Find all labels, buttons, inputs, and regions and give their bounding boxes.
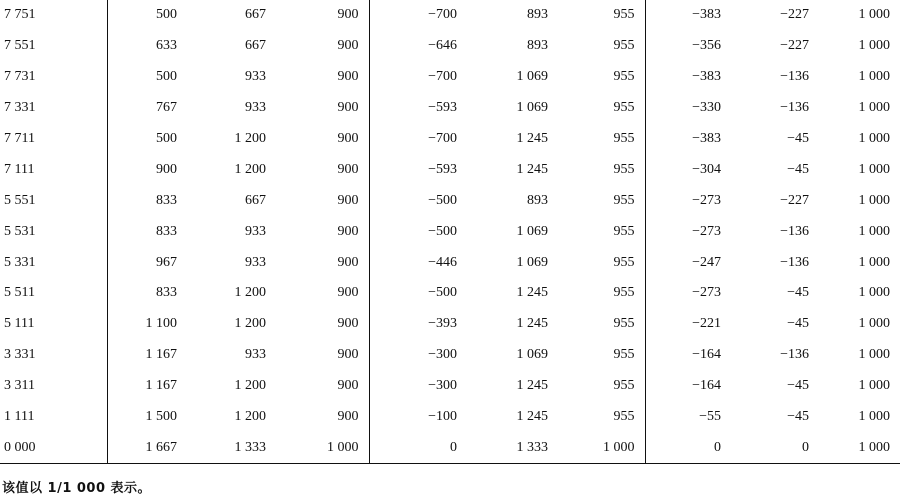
- row-code-cell: 7 731: [4, 69, 36, 85]
- table-cell: 1 200: [234, 409, 266, 425]
- table-cell: 900: [107, 154, 187, 185]
- table-cell: 1 000: [858, 131, 890, 146]
- table-row: [0, 309, 900, 340]
- table-cell: −500: [369, 278, 467, 309]
- table-cell: 1 100: [107, 309, 187, 340]
- table-cell: 1 069: [516, 347, 548, 363]
- table-cell: −227: [780, 7, 809, 23]
- table-cell: 1 200: [234, 161, 266, 177]
- table-cell: −45: [787, 131, 809, 146]
- table-cell: −304: [645, 154, 731, 185]
- table-cell: −136: [780, 223, 809, 239]
- table-cell: 667: [245, 7, 266, 23]
- table-cell: 1 000: [558, 432, 645, 463]
- row-code-cell: 5 511: [4, 285, 35, 301]
- table-cell: 1 069: [516, 254, 548, 270]
- table-cell: 1 200: [234, 316, 266, 332]
- table-cell: 955: [613, 223, 635, 239]
- row-code-cell: 5 331: [4, 254, 36, 270]
- table-cell: 767: [107, 93, 187, 124]
- table-cell: 1 200: [234, 378, 266, 394]
- table-cell: −164: [645, 340, 731, 371]
- table-cell: −273: [645, 278, 731, 309]
- table-cell: 1 245: [516, 409, 548, 425]
- table-cell: 893: [527, 192, 548, 208]
- table-cell: 1 333: [467, 432, 558, 463]
- table-cell: 1 245: [516, 161, 548, 177]
- table-cell: 1 000: [858, 223, 890, 239]
- table-row: [0, 371, 900, 402]
- table-cell: −45: [787, 161, 809, 177]
- table-row: [0, 432, 900, 463]
- table-cell: −356: [645, 31, 731, 62]
- table-cell: 1 200: [234, 131, 266, 146]
- table-cell: 955: [613, 7, 635, 23]
- table-row: [0, 402, 900, 433]
- table-cell: 1 000: [819, 432, 900, 463]
- table-cell: 955: [613, 161, 635, 177]
- table-cell: 1 000: [858, 316, 890, 332]
- table-cell: 1 245: [516, 316, 548, 332]
- table-cell: 500: [107, 124, 187, 155]
- table-cell: 833: [107, 278, 187, 309]
- table-cell: 1 245: [516, 378, 548, 394]
- table-row: [0, 93, 900, 124]
- table-cell: 633: [107, 31, 187, 62]
- table-row: [0, 0, 900, 31]
- table-row: [0, 62, 900, 93]
- table-cell: −330: [645, 93, 731, 124]
- table-cell: 1 000: [276, 432, 369, 463]
- row-code-cell: 7 751: [4, 7, 36, 23]
- table-cell: 900: [337, 69, 359, 85]
- table-cell: 900: [337, 100, 359, 116]
- row-code-cell: 5 551: [4, 192, 36, 208]
- table-cell: 955: [613, 347, 635, 363]
- table-cell: 1 000: [858, 254, 890, 270]
- footnote: 该值以 1/1 000 表示。: [2, 481, 152, 496]
- table-cell: 900: [337, 192, 359, 208]
- table-cell: 893: [527, 7, 548, 23]
- table-cell: 900: [337, 38, 359, 54]
- table-cell: 967: [107, 247, 187, 278]
- table-cell: −593: [369, 93, 467, 124]
- table-cell: 955: [613, 192, 635, 208]
- table-cell: 955: [613, 69, 635, 85]
- table-row: [0, 185, 900, 216]
- table-cell: −383: [645, 124, 731, 155]
- table-cell: 0: [369, 432, 467, 463]
- table-cell: 1 333: [187, 432, 276, 463]
- table-cell: −45: [787, 409, 809, 425]
- table-cell: 933: [245, 347, 266, 363]
- table-cell: −45: [787, 285, 809, 301]
- table-cell: −136: [780, 347, 809, 363]
- row-code-cell: 7 711: [4, 131, 35, 146]
- table-cell: 1 245: [516, 285, 548, 301]
- table-cell: −221: [645, 309, 731, 340]
- table-row: [0, 31, 900, 62]
- table-cell: −55: [645, 402, 731, 433]
- table-cell: 500: [107, 0, 187, 31]
- table-cell: 955: [613, 38, 635, 54]
- table-cell: 955: [613, 254, 635, 270]
- table-cell: 955: [613, 100, 635, 116]
- row-code-cell: 7 331: [4, 100, 36, 116]
- table-row: [0, 278, 900, 309]
- table-cell: 900: [337, 7, 359, 23]
- table-cell: 1 245: [516, 131, 548, 146]
- table-cell: −700: [369, 124, 467, 155]
- row-code-cell: 0 000: [0, 432, 107, 463]
- table-cell: 933: [245, 223, 266, 239]
- table-cell: 955: [613, 316, 635, 332]
- table-cell: −393: [369, 309, 467, 340]
- table-row: [0, 216, 900, 247]
- table-cell: −646: [369, 31, 467, 62]
- table-row: [0, 154, 900, 185]
- table-cell: 1 069: [516, 69, 548, 85]
- table-cell: 1 069: [516, 223, 548, 239]
- table-cell: 500: [107, 62, 187, 93]
- table-cell: −100: [369, 402, 467, 433]
- table-cell: 955: [613, 409, 635, 425]
- table-cell: 933: [245, 69, 266, 85]
- table-cell: 1 000: [858, 69, 890, 85]
- table-cell: 1 000: [858, 285, 890, 301]
- row-code-cell: 5 531: [4, 223, 36, 239]
- table-cell: 667: [245, 38, 266, 54]
- table-cell: 1 000: [858, 7, 890, 23]
- row-code-cell: 3 331: [4, 347, 36, 363]
- table-cell: 900: [337, 223, 359, 239]
- table-cell: 1 000: [858, 192, 890, 208]
- table-cell: −136: [780, 69, 809, 85]
- row-code-cell: 7 551: [4, 38, 36, 54]
- table-cell: 1 000: [858, 347, 890, 363]
- table-cell: 900: [337, 285, 359, 301]
- table-cell: 893: [527, 38, 548, 54]
- table-cell: 900: [337, 161, 359, 177]
- table-cell: −700: [369, 62, 467, 93]
- table-cell: −136: [780, 100, 809, 116]
- table-cell: −136: [780, 254, 809, 270]
- table-cell: 667: [245, 192, 266, 208]
- table-cell: 900: [337, 409, 359, 425]
- table-cell: 900: [337, 316, 359, 332]
- table-cell: 1 000: [858, 378, 890, 394]
- table-cell: 1 500: [107, 402, 187, 433]
- table-cell: −247: [645, 247, 731, 278]
- table-row: [0, 124, 900, 155]
- table-cell: −383: [645, 62, 731, 93]
- table-cell: −500: [369, 185, 467, 216]
- table-cell: 1 167: [107, 371, 187, 402]
- table-cell: 1 000: [858, 409, 890, 425]
- table-cell: −300: [369, 340, 467, 371]
- table-cell: 0: [645, 432, 731, 463]
- table-cell: 900: [337, 378, 359, 394]
- table-cell: −300: [369, 371, 467, 402]
- table-cell: 955: [613, 378, 635, 394]
- table-cell: −593: [369, 154, 467, 185]
- row-code-cell: 3 311: [4, 378, 35, 394]
- table-cell: 1 667: [107, 432, 187, 463]
- table-row: [0, 340, 900, 371]
- table-cell: −383: [645, 0, 731, 31]
- table-cell: 1 000: [858, 38, 890, 54]
- table-cell: −227: [780, 38, 809, 54]
- table-cell: 0: [731, 432, 819, 463]
- table-cell: 833: [107, 216, 187, 247]
- table-cell: 955: [613, 131, 635, 146]
- table-cell: 955: [613, 285, 635, 301]
- table-cell: −700: [369, 0, 467, 31]
- table-cell: −446: [369, 247, 467, 278]
- table-cell: −45: [787, 316, 809, 332]
- table-cell: 933: [245, 100, 266, 116]
- table-cell: −227: [780, 192, 809, 208]
- row-code-cell: 1 111: [4, 409, 35, 425]
- table-cell: 1 200: [234, 285, 266, 301]
- table-cell: −45: [787, 378, 809, 394]
- row-code-cell: 7 111: [4, 161, 35, 177]
- table-cell: −273: [645, 216, 731, 247]
- table-cell: 1 069: [516, 100, 548, 116]
- table-cell: 900: [337, 347, 359, 363]
- table-cell: −500: [369, 216, 467, 247]
- table-row: [0, 247, 900, 278]
- table-cell: 1 167: [107, 340, 187, 371]
- table-cell: 1 000: [858, 100, 890, 116]
- table-cell: 933: [245, 254, 266, 270]
- table-cell: −273: [645, 185, 731, 216]
- row-code-cell: 5 111: [4, 316, 35, 332]
- table-cell: 833: [107, 185, 187, 216]
- table-cell: 1 000: [858, 161, 890, 177]
- table-cell: 900: [337, 254, 359, 270]
- table-cell: −164: [645, 371, 731, 402]
- table-cell: 900: [337, 131, 359, 146]
